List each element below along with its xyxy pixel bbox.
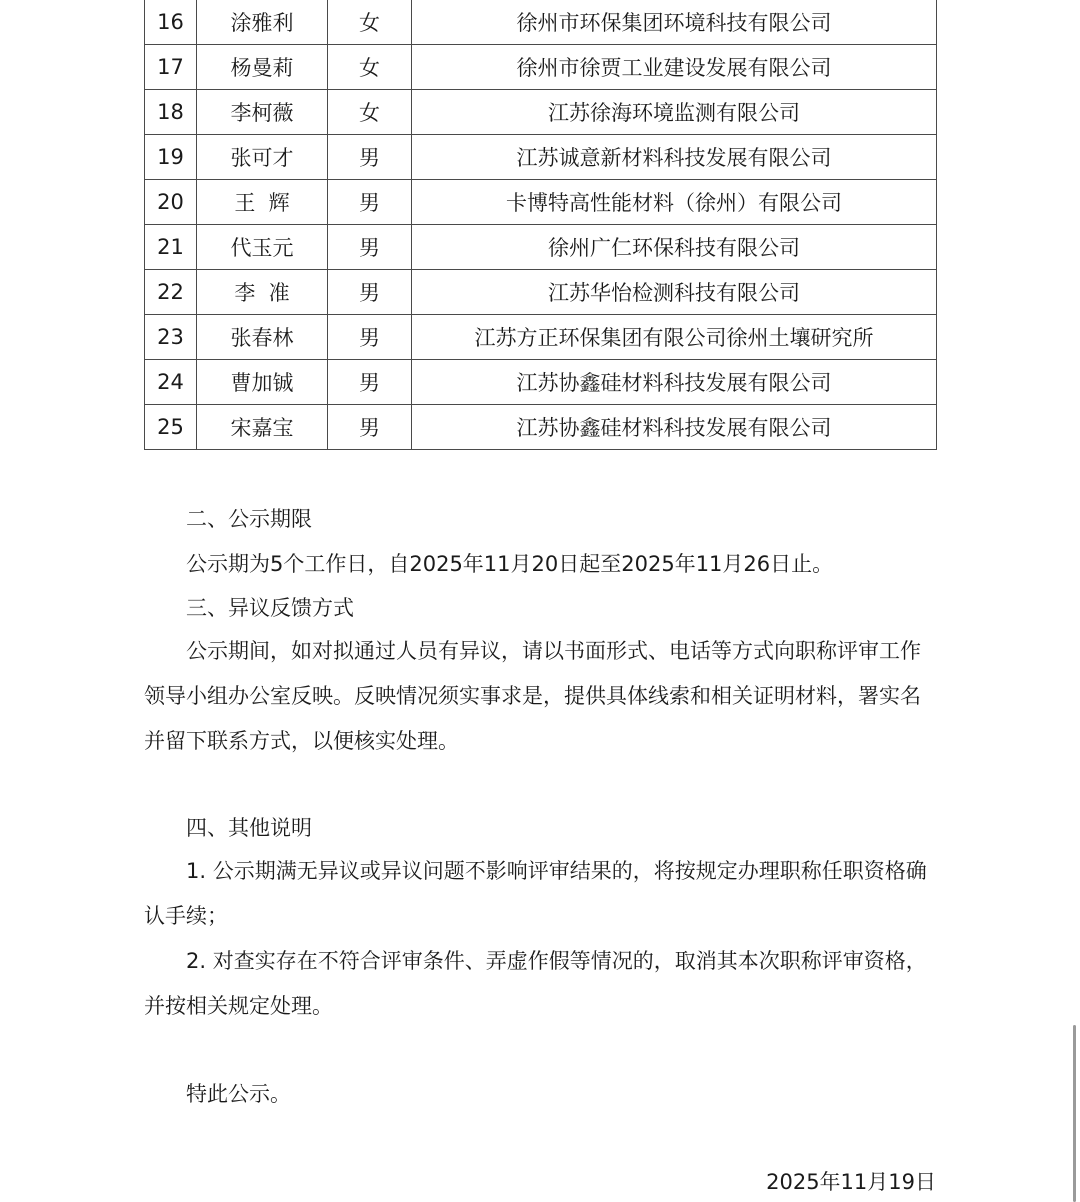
row-name: 宋嘉宝 bbox=[197, 405, 328, 450]
closing-text: 特此公示。 bbox=[186, 1082, 291, 1106]
row-gender: 男 bbox=[328, 405, 412, 450]
section4-item1: 1. 公示期满无异议或异议问题不影响评审结果的，将按规定办理职称任职资格确认手续； bbox=[144, 859, 927, 928]
row-number: 21 bbox=[145, 225, 197, 270]
row-number: 23 bbox=[145, 315, 197, 360]
row-number: 17 bbox=[145, 45, 197, 90]
row-organization: 江苏诚意新材料科技发展有限公司 bbox=[412, 135, 937, 180]
table-row bbox=[145, 270, 937, 315]
roster-table bbox=[144, 0, 937, 450]
row-number: 16 bbox=[145, 0, 197, 45]
table-row bbox=[145, 45, 937, 90]
table-row bbox=[145, 135, 937, 180]
section2-text: 公示期为5个工作日，自2025年11月20日起至2025年11月26日止。 bbox=[186, 552, 834, 576]
row-number: 20 bbox=[145, 180, 197, 225]
row-organization: 江苏徐海环境监测有限公司 bbox=[412, 90, 937, 135]
section3-text: 公示期间，如对拟通过人员有异议，请以书面形式、电话等方式向职称评审工作领导小组办公室反映。反映情况须实事求是，提供具体线索和相关证明材料，署实名并留下联系方式，以便核实处理。 bbox=[144, 639, 921, 753]
table-row bbox=[145, 315, 937, 360]
row-name: 李柯薇 bbox=[197, 90, 328, 135]
row-organization: 江苏方正环保集团有限公司徐州土壤研究所 bbox=[412, 315, 937, 360]
row-organization: 徐州市徐贾工业建设发展有限公司 bbox=[412, 45, 937, 90]
row-gender: 男 bbox=[328, 135, 412, 180]
row-name: 李 准 bbox=[197, 270, 328, 315]
row-organization: 江苏协鑫硅材料科技发展有限公司 bbox=[412, 360, 937, 405]
table-row bbox=[145, 0, 937, 45]
row-number: 18 bbox=[145, 90, 197, 135]
row-number: 22 bbox=[145, 270, 197, 315]
row-gender: 男 bbox=[328, 270, 412, 315]
row-gender: 男 bbox=[328, 360, 412, 405]
row-gender: 女 bbox=[328, 45, 412, 90]
row-name: 张可才 bbox=[197, 135, 328, 180]
row-gender: 男 bbox=[328, 225, 412, 270]
row-name: 张春林 bbox=[197, 315, 328, 360]
table-row bbox=[145, 405, 937, 450]
row-organization: 江苏华怡检测科技有限公司 bbox=[412, 270, 937, 315]
table-row bbox=[145, 360, 937, 405]
section4-item2: 2. 对查实存在不符合评审条件、弄虚作假等情况的，取消其本次职称评审资格，并按相关规定处理。 bbox=[144, 949, 927, 1018]
row-organization: 徐州市环保集团环境科技有限公司 bbox=[412, 0, 937, 45]
row-number: 24 bbox=[145, 360, 197, 405]
table-row bbox=[145, 180, 937, 225]
table-row bbox=[145, 225, 937, 270]
row-name: 曹加铖 bbox=[197, 360, 328, 405]
row-name: 王 辉 bbox=[197, 180, 328, 225]
row-number: 19 bbox=[145, 135, 197, 180]
section4-heading: 四、其他说明 bbox=[186, 816, 312, 840]
row-gender: 女 bbox=[328, 0, 412, 45]
issue-date: 2025年11月19日 bbox=[766, 1170, 936, 1194]
row-gender: 男 bbox=[328, 315, 412, 360]
row-name: 杨曼莉 bbox=[197, 45, 328, 90]
row-gender: 男 bbox=[328, 180, 412, 225]
row-organization: 卡博特高性能材料（徐州）有限公司 bbox=[412, 180, 937, 225]
section3-heading: 三、异议反馈方式 bbox=[186, 596, 354, 620]
section2-heading: 二、公示期限 bbox=[186, 507, 312, 531]
table-row bbox=[145, 90, 937, 135]
row-gender: 女 bbox=[328, 90, 412, 135]
row-organization: 徐州广仁环保科技有限公司 bbox=[412, 225, 937, 270]
scrollbar[interactable] bbox=[1073, 1025, 1076, 1202]
row-name: 涂雅利 bbox=[197, 0, 328, 45]
row-number: 25 bbox=[145, 405, 197, 450]
row-organization: 江苏协鑫硅材料科技发展有限公司 bbox=[412, 405, 937, 450]
row-name: 代玉元 bbox=[197, 225, 328, 270]
